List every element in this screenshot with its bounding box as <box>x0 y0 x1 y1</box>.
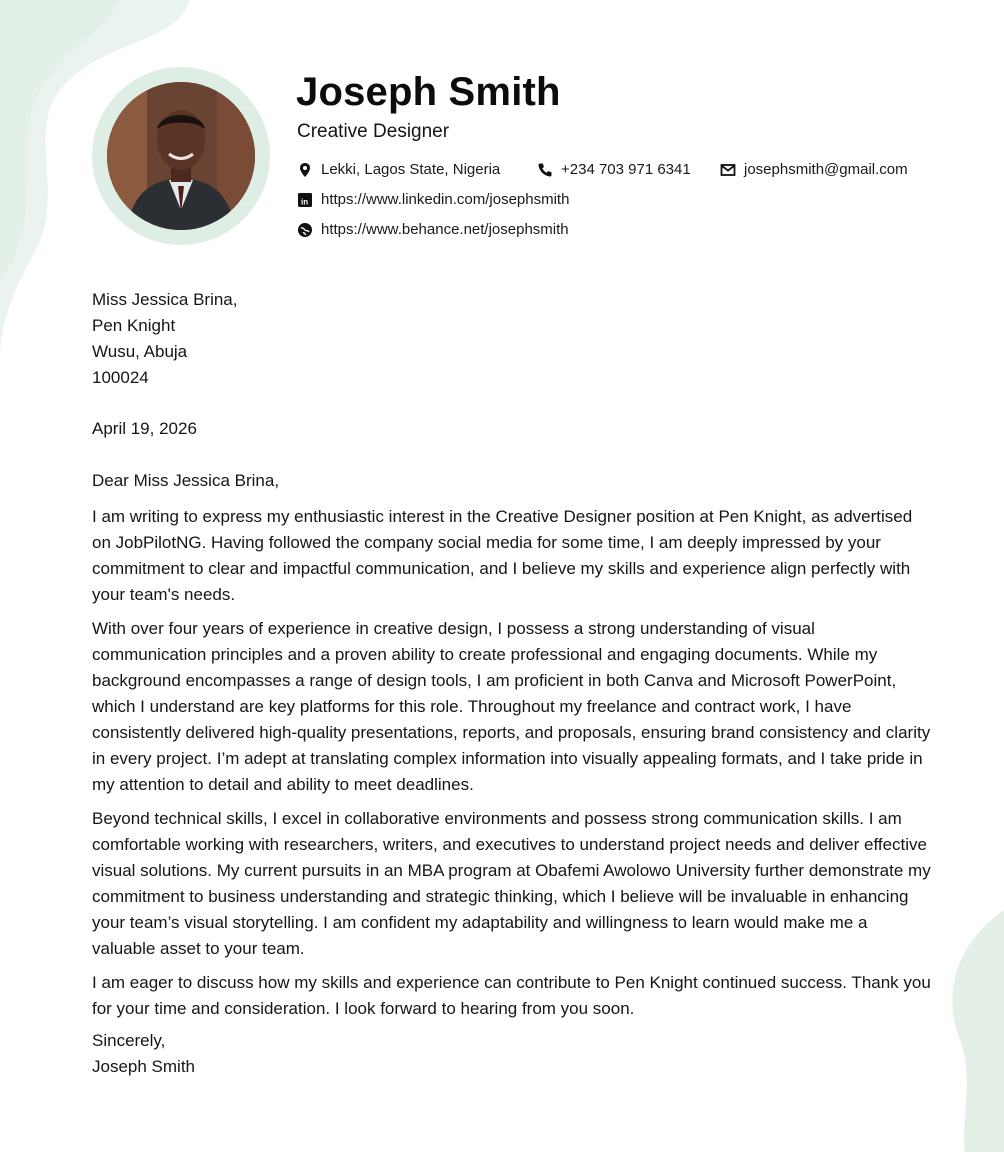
applicant-title: Creative Designer <box>297 121 450 142</box>
recipient-name: Miss Jessica Brina, <box>92 290 238 309</box>
phone-icon <box>537 162 553 178</box>
body-paragraph: I am writing to express my enthusiastic interest in the Creative Designer position at Pen Knight, as advertised on JobPilotNG. Having followed the company social media for some time, I am deeply impressed by your commitment to clear and impactful communication, and I believe my skills and experience align perfectly with your team's needs. <box>92 507 913 604</box>
map-pin-icon <box>297 162 313 178</box>
phone-text: +234 703 971 6341 <box>561 161 691 178</box>
salutation: Dear Miss Jessica Brina, <box>92 471 280 490</box>
avatar <box>107 82 255 230</box>
recipient-city: Wusu, Abuja <box>92 342 188 361</box>
body-paragraph: I am eager to discuss how my skills and experience can contribute to Pen Knight continued success. Thank you for your time and consideration. I look forward to hearing from you soon. <box>92 973 931 1018</box>
contact-location <box>297 161 500 178</box>
email-text[interactable]: josephsmith@gmail.com <box>744 161 908 178</box>
body-paragraph: With over four years of experience in creative design, I possess a strong understanding of visual communication principles and a proven ability to create professional and engaging documents. While my background encompasses a range of design tools, I am proficient in both Canva and Microsoft PowerPoint, which I understand are key platforms for this role. Throughout my freelance and contract work, I have consistently delivered high-quality presentations, reports, and proposals, ensuring brand consistency and clarity in every project. I’m adept at translating complex information into visually appealing formats, and I take pride in my attention to detail and ability to meet deadlines. <box>92 619 931 794</box>
contact-phone <box>537 161 691 178</box>
svg-text:in: in <box>301 197 309 206</box>
contact-behance <box>297 221 569 238</box>
recipient-postal: 100024 <box>92 368 149 387</box>
recipient-company: Pen Knight <box>92 316 176 335</box>
closing-block <box>92 1028 195 1080</box>
recipient-address <box>92 287 237 391</box>
envelope-icon <box>720 162 736 178</box>
applicant-name: Joseph Smith <box>296 70 561 114</box>
linkedin-icon <box>297 192 313 208</box>
linkedin-text[interactable]: https://www.linkedin.com/josephsmith <box>321 191 570 208</box>
contact-email <box>720 161 908 178</box>
globe-icon <box>297 222 313 238</box>
contact-linkedin <box>297 191 569 208</box>
location-text: Lekki, Lagos State, Nigeria <box>321 161 501 178</box>
behance-text[interactable]: https://www.behance.net/josephsmith <box>321 221 569 238</box>
letter-body <box>92 504 932 1030</box>
body-paragraph: Beyond technical skills, I excel in collaborative environments and possess strong communication skills. I am comfortable working with researchers, writers, and executives to understand project needs and deliver effective visual solutions. My current pursuits in an MBA program at Obafemi Awolowo University further demonstrate my commitment to business understanding and strategic thinking, which I believe will be invaluable in enhancing your team’s visual storytelling. I am confident my adaptability and willingness to learn would make me a valuable asset to your team. <box>92 809 931 958</box>
signature: Joseph Smith <box>92 1057 195 1076</box>
letter-date: April 19, 2026 <box>92 419 197 438</box>
valediction: Sincerely, <box>92 1031 166 1050</box>
